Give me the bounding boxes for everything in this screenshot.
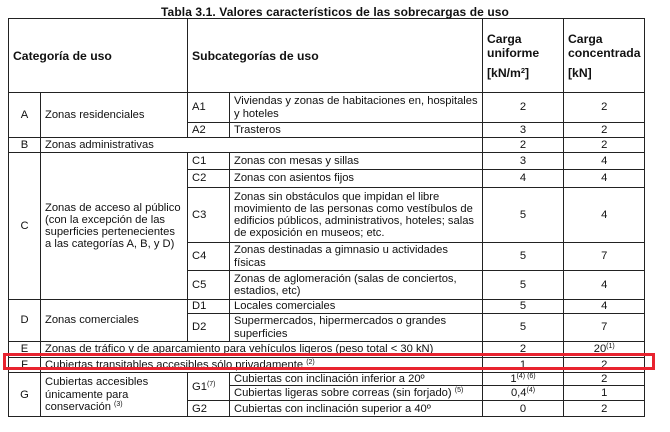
uniform-value: 5: [483, 314, 564, 342]
uniform-value: 3: [483, 153, 564, 170]
subcategory-code: G1$^{(7)}$: [188, 373, 230, 401]
header-carga-concentrada: [564, 19, 645, 93]
concentrated-value: 4: [564, 170, 645, 188]
uniform-value: 5: [483, 271, 564, 300]
table-row: [9, 138, 645, 153]
header-categoria: Categoría de uso: [9, 19, 188, 93]
concentrated-value: 2: [564, 138, 645, 153]
subcategory-desc: Zonas de aglomeración (salas de conciertos, estadios, etc): [230, 271, 483, 300]
category-letter: C: [9, 153, 41, 300]
concentrated-value: 4: [564, 271, 645, 300]
uniform-value: 5: [483, 300, 564, 314]
category-letter: D: [9, 300, 41, 342]
subcategory-desc: Supermercados, hipermercados o grandes superficies: [230, 314, 483, 342]
category-name: Zonas de tráfico y de aparcamiento para vehículos ligeros (peso total < 30 kN): [41, 342, 483, 358]
category-letter: B: [9, 138, 41, 153]
category-name: Cubiertas accesibles únicamente para conservación $^{(3)}$: [41, 373, 188, 417]
carga-concentrada-label: Carga concentrada: [568, 31, 641, 60]
concentrated-value: 4: [564, 188, 645, 243]
subcategory-code: C4: [188, 243, 230, 271]
subcategory-desc: Cubiertas con inclinación superior a 40º: [230, 401, 483, 417]
concentrated-value: 7: [564, 243, 645, 271]
concentrated-value: 4: [564, 300, 645, 314]
uniform-value: 2: [483, 138, 564, 153]
carga-concentrada-unit: [kN]: [568, 65, 592, 80]
category-letter: E: [9, 342, 41, 358]
concentrated-value: 2: [564, 93, 645, 123]
table-row: [9, 93, 645, 123]
uniform-value: 2: [483, 342, 564, 358]
subcategory-code: D2: [188, 314, 230, 342]
uniform-value: 5: [483, 188, 564, 243]
concentrated-value: 2: [564, 358, 645, 373]
table-row: [9, 373, 645, 386]
subcategory-code: C3: [188, 188, 230, 243]
uniform-value: $1^{(4) (6)}$: [483, 373, 564, 386]
concentrated-value: 2: [564, 123, 645, 138]
carga-uniforme-label: Carga uniforme: [487, 31, 540, 60]
concentrated-value: 4: [564, 153, 645, 170]
uniform-value: 0,4$^{(4)}$: [483, 386, 564, 401]
category-name: Zonas residenciales: [41, 93, 188, 138]
carga-uniforme-unit: $[kN/m^2]$: [487, 65, 530, 80]
subcategory-code: A1: [188, 93, 230, 123]
header-subcategorias: Subcategorías de uso: [188, 19, 483, 93]
subcategory-desc: Zonas con asientos fijos: [230, 170, 483, 188]
category-letter: A: [9, 93, 41, 138]
table-row: [9, 342, 645, 358]
concentrated-value: 2: [564, 373, 645, 386]
subcategory-desc: Trasteros: [230, 123, 483, 138]
concentrated-value: 1: [564, 386, 645, 401]
subcategory-desc: Viviendas y zonas de habitaciones en, hospitales y hoteles: [230, 93, 483, 123]
subcategory-desc: Cubiertas ligeras sobre correas (sin forjado) $^{(5)}$: [230, 386, 483, 401]
category-name: Zonas administrativas: [41, 138, 483, 153]
subcategory-code: C5: [188, 271, 230, 300]
subcategory-code: C1: [188, 153, 230, 170]
category-letter: G: [9, 373, 41, 417]
uniform-value: 1: [483, 358, 564, 373]
concentrated-value: 20$^{(1)}$: [564, 342, 645, 358]
subcategory-code: G2: [188, 401, 230, 417]
uniform-value: 3: [483, 123, 564, 138]
header-carga-uniforme: [483, 19, 564, 93]
table-title: Tabla 3.1. Valores característicos de las sobrecargas de uso: [161, 5, 509, 19]
category-name: Zonas de acceso al público (con la excepción de las superficies pertenecientes a las categorías A, B, y D): [41, 153, 188, 300]
category-name: Zonas comerciales: [41, 300, 188, 342]
uniform-value: 5: [483, 243, 564, 271]
subcategory-code: A2: [188, 123, 230, 138]
subcategory-desc: Zonas destinadas a gimnasio u actividades físicas: [230, 243, 483, 271]
subcategory-desc: Zonas con mesas y sillas: [230, 153, 483, 170]
category-letter: F: [9, 358, 41, 373]
uniform-value: 4: [483, 170, 564, 188]
subcategory-desc: Locales comerciales: [230, 300, 483, 314]
subcategory-code: C2: [188, 170, 230, 188]
concentrated-value: 7: [564, 314, 645, 342]
loads-table: [8, 18, 645, 417]
concentrated-value: 2: [564, 401, 645, 417]
table-row: [9, 153, 645, 170]
subcategory-desc: Cubiertas con inclinación inferior a 20º: [230, 373, 483, 386]
table-row: [9, 300, 645, 314]
category-name: Cubiertas transitables accesibles sólo privadamente $^{(2)}$: [41, 358, 483, 373]
uniform-value: 2: [483, 93, 564, 123]
subcategory-code: D1: [188, 300, 230, 314]
uniform-value: 0: [483, 401, 564, 417]
subcategory-desc: Zonas sin obstáculos que impidan el libre movimiento de las personas como vestíbulos de edificios públicos, administrativos, hoteles; salas de exposición en museos; etc.: [230, 188, 483, 243]
table-row-highlighted: [9, 358, 645, 373]
header-row: [9, 19, 645, 93]
